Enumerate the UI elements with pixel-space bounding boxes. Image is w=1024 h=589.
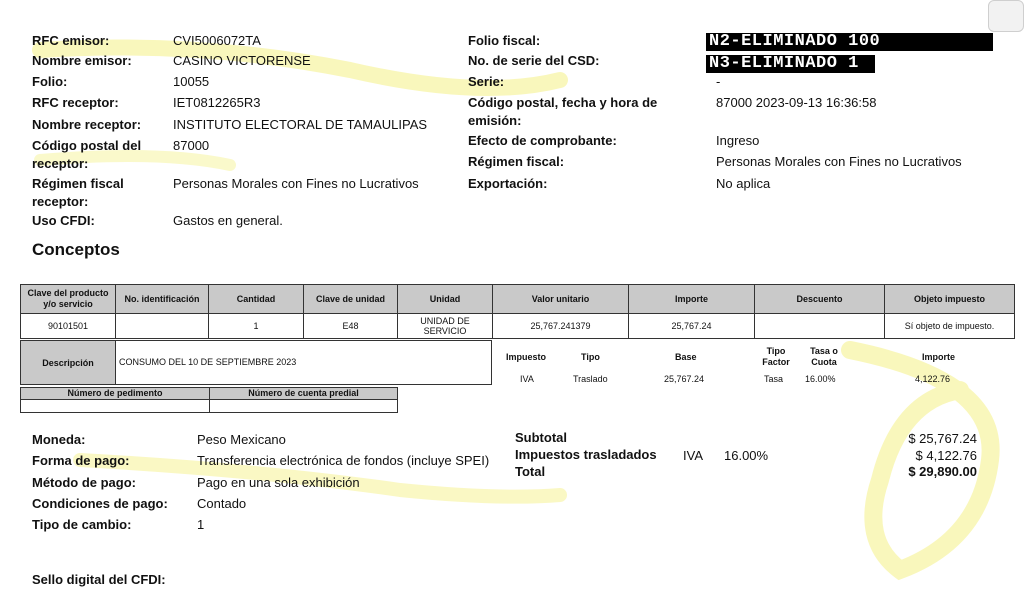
col-valor-unitario: Valor unitario: [493, 285, 629, 314]
tipo-cambio-label: Tipo de cambio:: [32, 517, 132, 532]
total-label: Total: [515, 464, 546, 479]
exportacion-value: No aplica: [716, 176, 771, 191]
cp-fecha-value: 87000 2023-09-13 16:36:58: [716, 95, 877, 110]
nombre-receptor-value: INSTITUTO ELECTORAL DE TAMAULIPAS: [173, 117, 428, 132]
regimen-fiscal-value: Personas Morales con Fines no Lucrativos: [716, 154, 962, 169]
nombre-receptor-label: Nombre receptor:: [32, 117, 142, 132]
condiciones-pago-label: Condiciones de pago:: [32, 496, 168, 511]
condiciones-pago-value: Contado: [197, 496, 247, 511]
folio-fiscal-redacted: N2-ELIMINADO 100: [706, 33, 993, 51]
tax-col-tipo-factor: Tipo Factor: [762, 346, 790, 367]
cp-fecha-label: Código postal, fecha y hora de emisión:: [468, 95, 658, 128]
table-row: [21, 314, 1015, 339]
cell-valor-unitario: 25,767.241379: [493, 314, 629, 339]
moneda-label: Moneda:: [32, 432, 86, 447]
col-objeto-impuesto: Objeto impuesto: [885, 285, 1015, 314]
description-value: CONSUMO DEL 10 DE SEPTIEMBRE 2023: [119, 357, 297, 367]
description-box: [20, 340, 492, 385]
pedimento-box: [20, 387, 398, 413]
taxes-rate: 16.00%: [724, 448, 769, 463]
subtotal-label: Subtotal: [515, 430, 567, 445]
tax-col-impuesto: Impuesto: [506, 352, 547, 362]
rfc-receptor-label: RFC receptor:: [32, 95, 119, 110]
efecto-value: Ingreso: [716, 133, 760, 148]
concepts-title: Conceptos: [32, 240, 120, 259]
tax-val-tipo-factor: Tasa: [764, 374, 784, 384]
taxes-name: IVA: [683, 448, 703, 463]
tipo-cambio-value: 1: [197, 517, 205, 532]
taxes-value: $ 4,122.76: [915, 448, 977, 463]
cp-receptor-value: 87000: [173, 138, 210, 153]
cell-cantidad: 1: [209, 314, 304, 339]
col-unidad: Unidad: [398, 285, 493, 314]
tax-val-impuesto: IVA: [520, 374, 534, 384]
uso-cfdi-label: Uso CFDI:: [32, 213, 95, 228]
exportacion-label: Exportación:: [468, 176, 548, 191]
forma-pago-label: Forma de pago:: [32, 453, 130, 468]
cell-descuento: [755, 314, 885, 339]
rfc-emisor-value: CVI5006072TA: [173, 33, 261, 48]
pedimento-divider: [209, 400, 210, 412]
tax-col-importe: Importe: [922, 352, 956, 362]
pedimento-header: Número de pedimento: [21, 388, 210, 400]
col-clave-unidad: Clave de unidad: [304, 285, 398, 314]
metodo-pago-label: Método de pago:: [32, 475, 136, 490]
concepts-table: [20, 284, 1015, 339]
cell-clave-producto: 90101501: [21, 314, 116, 339]
forma-pago-value: Transferencia electrónica de fondos (incluye SPEI): [197, 453, 490, 468]
tax-col-tipo: Tipo: [581, 352, 600, 362]
subtotal-value: $ 25,767.24: [908, 431, 977, 446]
tax-val-tasa-cuota: 16.00%: [805, 374, 836, 384]
col-cantidad: Cantidad: [209, 285, 304, 314]
regimen-receptor-value: Personas Morales con Fines no Lucrativos: [173, 176, 419, 191]
tax-val-base: 25,767.24: [664, 374, 705, 384]
cell-no-identificacion: [116, 314, 209, 339]
cell-unidad: UNIDAD DE SERVICIO: [398, 314, 493, 339]
moneda-value: Peso Mexicano: [197, 432, 286, 447]
regimen-receptor-label: Régimen fiscal receptor:: [32, 176, 124, 209]
rfc-emisor-label: RFC emisor:: [32, 33, 110, 48]
uso-cfdi-value: Gastos en general.: [173, 213, 283, 228]
nombre-emisor-label: Nombre emisor:: [32, 53, 132, 68]
tax-val-importe: 4,122.76: [915, 374, 951, 384]
col-no-identificacion: No. identificación: [116, 285, 209, 314]
tax-col-base: Base: [675, 352, 697, 362]
col-importe: Importe: [629, 285, 755, 314]
cell-importe: 25,767.24: [629, 314, 755, 339]
tax-col-tasa-cuota: Tasa o Cuota: [810, 346, 838, 367]
description-label: Descripción: [21, 341, 116, 384]
tax-val-tipo: Traslado: [573, 374, 608, 384]
serie-csd-label: No. de serie del CSD:: [468, 53, 600, 68]
cell-objeto-impuesto: Sí objeto de impuesto.: [885, 314, 1015, 339]
sello-digital-label: Sello digital del CFDI:: [32, 572, 166, 587]
total-value: $ 29,890.00: [908, 464, 977, 479]
cuenta-predial-header: Número de cuenta predial: [210, 388, 397, 400]
cell-clave-unidad: E48: [304, 314, 398, 339]
taxes-label: Impuestos trasladados: [515, 447, 657, 462]
folio-fiscal-label: Folio fiscal:: [468, 33, 541, 48]
serie-csd-redacted: N3-ELIMINADO 1: [706, 55, 875, 73]
folio-value: 10055: [173, 74, 210, 89]
regimen-fiscal-label: Régimen fiscal:: [468, 154, 565, 169]
col-descuento: Descuento: [755, 285, 885, 314]
concepts-header-row: [21, 285, 1015, 314]
cp-receptor-label: Código postal del receptor:: [32, 138, 142, 171]
rfc-receptor-value: IET0812265R3: [173, 95, 261, 110]
col-clave-producto: Clave del producto y/o servicio: [21, 285, 116, 314]
efecto-label: Efecto de comprobante:: [468, 133, 617, 148]
folio-label: Folio:: [32, 74, 68, 89]
serie-label: Serie:: [468, 74, 505, 89]
nombre-emisor-value: CASINO VICTORENSE: [173, 53, 311, 68]
metodo-pago-value: Pago en una sola exhibición: [197, 475, 360, 490]
scroll-button[interactable]: [988, 0, 1024, 32]
serie-value: -: [716, 74, 721, 89]
